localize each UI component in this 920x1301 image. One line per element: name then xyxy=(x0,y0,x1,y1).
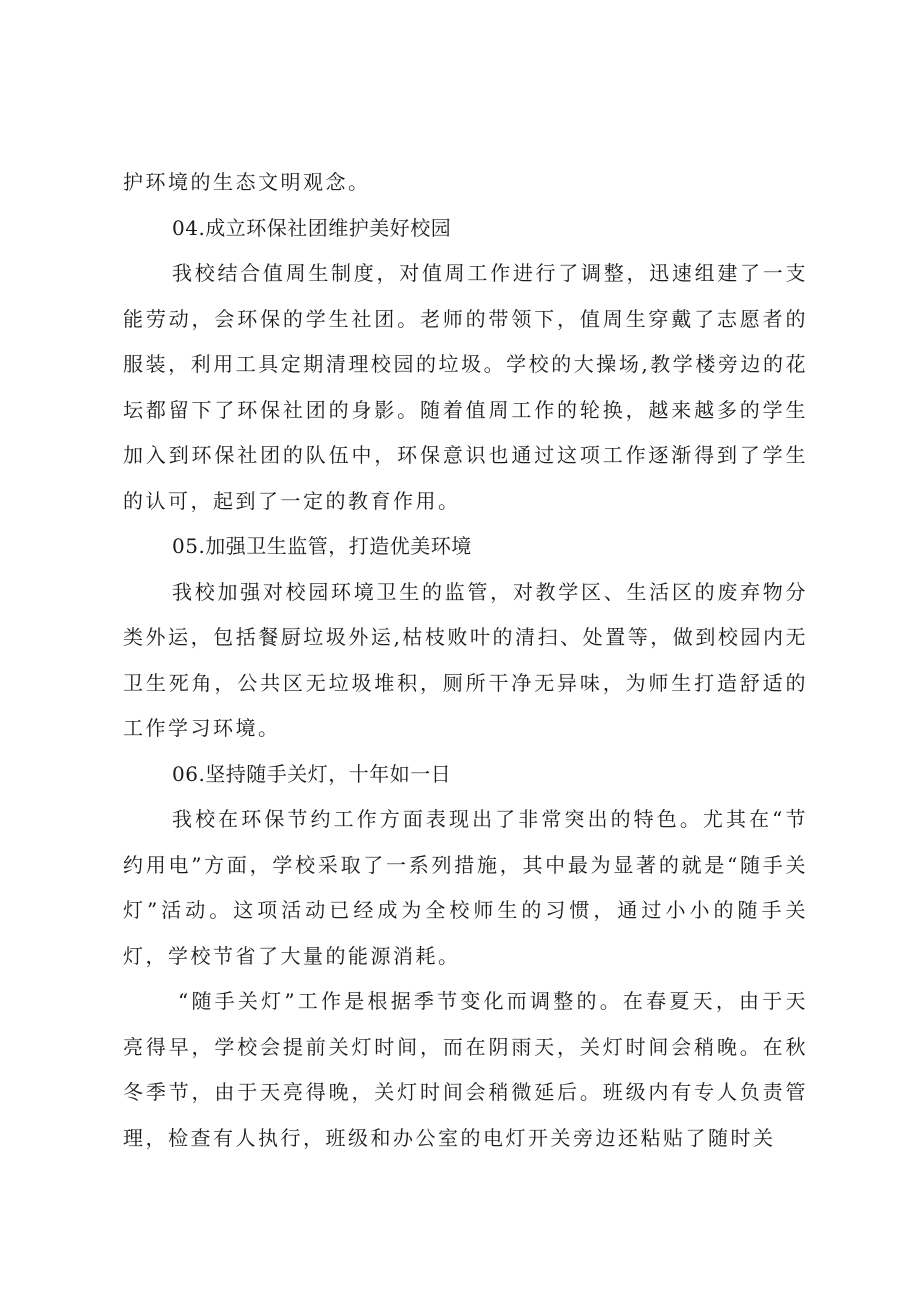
section-heading-04: 04.成立环保社团维护美好校园 xyxy=(172,215,452,240)
paragraph-environmental-club: 我校结合值周生制度，对值周工作进行了调整，迅速组建了一支能劳动，会环保的学生社团。老师的带领下，值周生穿戴了志愿者的服装，利用工具定期清理校园的垃圾。学校的大操场,教学楼旁边的花坛都留下了环保社团的身影。随着值周工作的轮换，越来越多的学生加入到环保社团的队伍中，环保意识也通过这项工作逐渐得到了学生的认可，起到了一定的教育作用。 xyxy=(123,261,808,513)
section-heading-06: 06.坚持随手关灯，十年如一日 xyxy=(172,761,452,786)
paragraph-light-switching: 我校在环保节约工作方面表现出了非常突出的特色。尤其在“节约用电”方面，学校采取了一系列措施，其中最为显著的就是“随手关灯”活动。这项活动已经成为全校师生的习惯，通过小小的随手关灯，学校节省了大量的能源消耗。 xyxy=(123,807,808,968)
paragraph-continuation: 护环境的生态文明观念。 xyxy=(123,170,371,194)
document-body xyxy=(123,160,808,1161)
paragraph-sanitation-supervision: 我校加强对校园环境卫生的监管，对教学区、生活区的废弃物分类外运，包括餐厨垃圾外运,枯枝败叶的清扫、处置等，做到校园内无卫生死角，公共区无垃圾堆积，厕所干净无异味，为师生打造舒适的工作学习环境。 xyxy=(123,579,808,740)
section-heading-05: 05.加强卫生监管，打造优美环境 xyxy=(172,534,472,558)
paragraph-seasonal-adjustment: “随手关灯”工作是根据季节变化而调整的。在春夏天，由于天亮得早，学校会提前关灯时间，而在阴雨天，关灯时间会稍晚。在秋冬季节，由于天亮得晚，关灯时间会稍微延后。班级内有专人负责管理，检查有人执行，班级和办公室的电灯开关旁边还粘贴了随时关 xyxy=(123,989,808,1150)
